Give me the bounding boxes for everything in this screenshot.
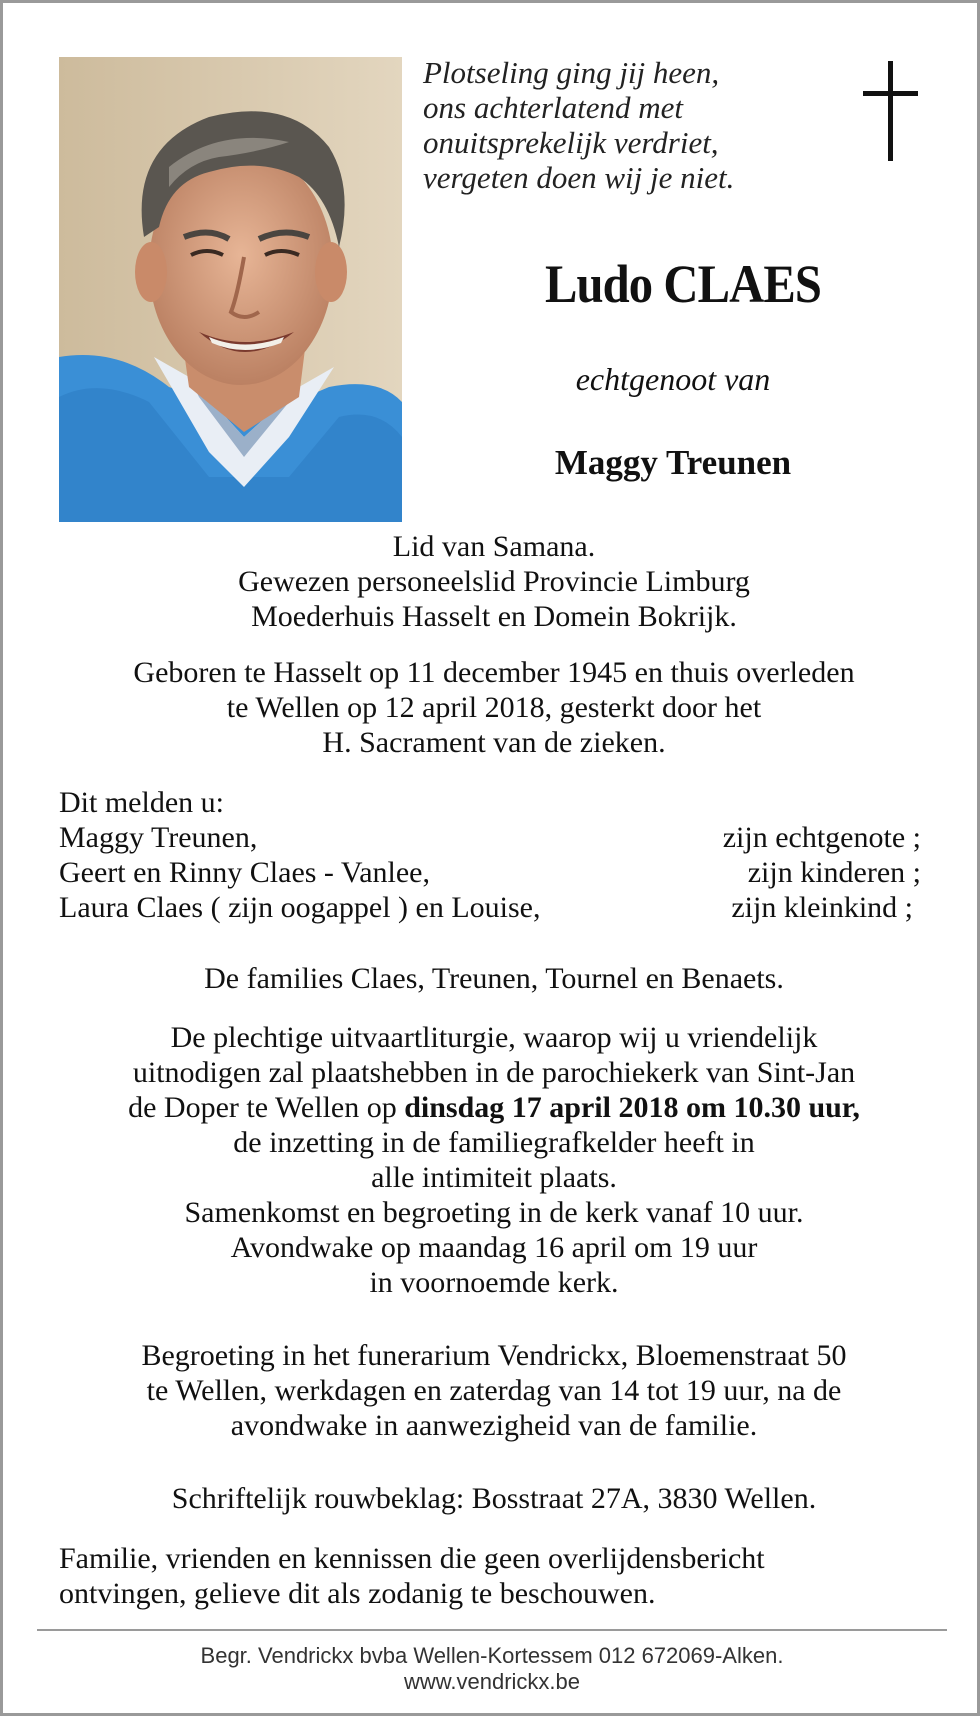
poem-line: Plotseling ging jij heen, [423, 55, 720, 90]
family-member: Maggy Treunen, [59, 821, 258, 854]
footer [37, 1643, 947, 1695]
family-relation: zijn kinderen ; [747, 856, 921, 889]
condolence-address: Schriftelijk rouwbeklag: Bosstraat 27A, 3830 Wellen. [171, 1482, 817, 1515]
visitation-line: Begroeting in het funerarium Vendrickx, Bloemenstraat 50 [141, 1339, 847, 1372]
visitation-line: avondwake in aanwezigheid van de familie. [230, 1409, 758, 1442]
funeral-date-prefix: de Doper te Wellen op [128, 1091, 405, 1124]
funeral-line: Samenkomst en begroeting in de kerk vanaf 10 uur. [184, 1196, 804, 1229]
birth-death [59, 655, 929, 760]
poem-line: vergeten doen wij je niet. [423, 160, 735, 195]
poem [423, 55, 734, 195]
poem-line: onuitsprekelijk verdriet, [423, 125, 719, 160]
funeral-line: uitnodigen zal plaatshebben in de parochiekerk van Sint-Jan [132, 1056, 856, 1089]
portrait-illustration [59, 57, 402, 522]
funeral-line: in voornoemde kerk. [369, 1266, 619, 1299]
membership-line: Lid van Samana. [392, 530, 596, 563]
birth-death-line: Geboren te Hasselt op 11 december 1945 en thuis overleden [133, 656, 855, 689]
family-list [59, 785, 921, 925]
footer-divider [37, 1629, 947, 1631]
portrait-photo [59, 57, 402, 522]
funeral-line: Avondwake op maandag 16 april om 19 uur [230, 1231, 758, 1264]
funeral-date: dinsdag 17 april 2018 om 10.30 uur, [404, 1091, 860, 1124]
closing-line: Familie, vrienden en kennissen die geen overlijdensbericht [59, 1542, 765, 1575]
birth-death-line: H. Sacrament van de zieken. [322, 726, 666, 759]
spouse-name: Maggy Treunen [554, 443, 792, 482]
family-row [59, 820, 921, 855]
membership-line: Gewezen personeelslid Provincie Limburg [238, 565, 750, 598]
families: De families Claes, Treunen, Tournel en Benaets. [204, 962, 784, 995]
funeral-line: alle intimiteit plaats. [371, 1161, 617, 1194]
funeral-line: de inzetting in de familiegrafkelder heeft in [233, 1126, 755, 1159]
family-relation: zijn echtgenote ; [722, 821, 921, 854]
family-relation: zijn kleinkind ; [731, 891, 913, 924]
membership [59, 529, 929, 634]
funeral-line: De plechtige uitvaartliturgie, waarop wij u vriendelijk [170, 1021, 818, 1054]
family-row [59, 890, 921, 925]
funeral-details [59, 1020, 929, 1300]
membership-line: Moederhuis Hasselt en Domein Bokrijk. [251, 600, 737, 633]
birth-death-line: te Wellen op 12 april 2018, gesterkt door het [226, 691, 762, 724]
family-member: Laura Claes ( zijn oogappel ) en Louise, [59, 891, 541, 924]
closing-note [59, 1541, 929, 1611]
family-member: Geert en Rinny Claes - Vanlee, [59, 856, 431, 889]
deceased-name: Ludo CLAES [545, 254, 821, 314]
closing-line: ontvingen, gelieve dit als zodanig te beschouwen. [59, 1577, 656, 1610]
spouse-of-label: echtgenoot van [575, 361, 771, 397]
footer-company: Begr. Vendrickx bvba Wellen-Kortessem 012 672069-Alken. [200, 1643, 784, 1668]
announce-intro: Dit melden u: [59, 786, 224, 819]
visitation-line: te Wellen, werkdagen en zaterdag van 14 tot 19 uur, na de [146, 1374, 842, 1407]
footer-website: www.vendrickx.be [403, 1669, 581, 1694]
funeral-line-date [59, 1090, 929, 1125]
cross-icon [863, 61, 923, 161]
poem-line: ons achterlatend met [423, 90, 684, 125]
visitation [59, 1338, 929, 1443]
family-row [59, 855, 921, 890]
